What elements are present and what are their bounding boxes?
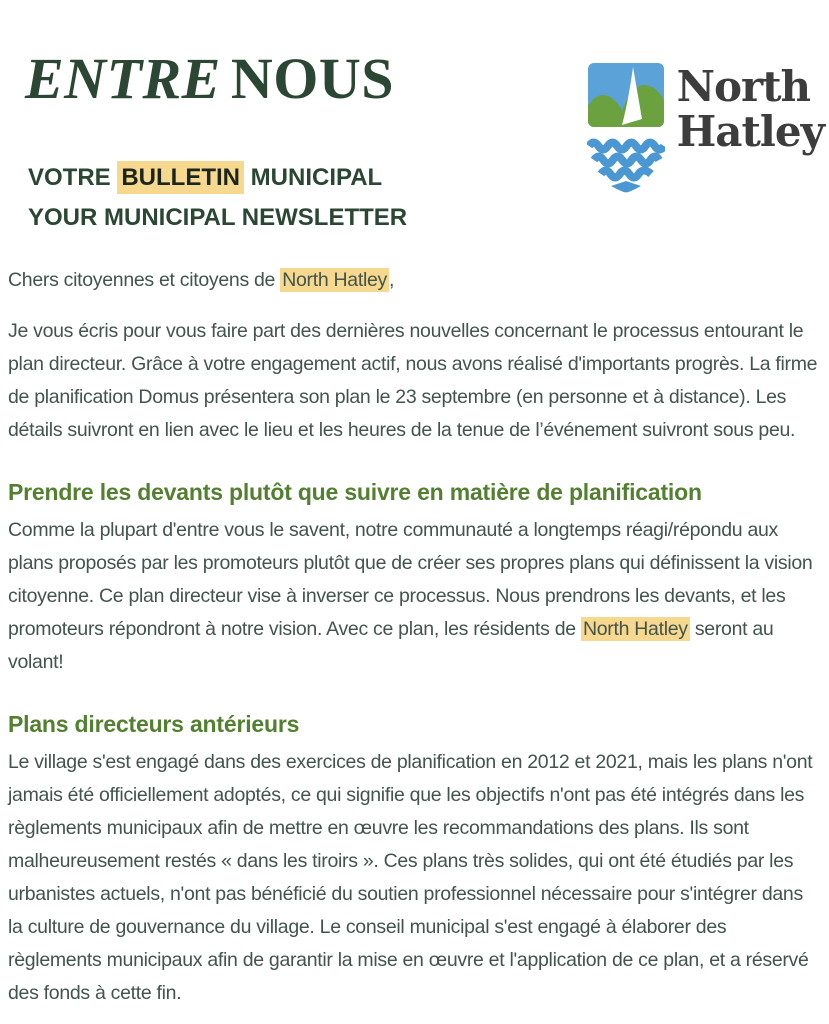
text-segment: seront au volant! bbox=[8, 618, 774, 673]
heading-previous-plans: Plans directeurs antérieurs bbox=[8, 711, 300, 737]
municipal-logo bbox=[587, 62, 824, 194]
text-segment: YOUR MUNICIPAL NEWSLETTER bbox=[28, 204, 408, 231]
text-segment: Le village s'est engagé dans des exercices de planification en 2012 et 2021, mais les plans n'ont jamais été officiellement adoptés, ce qui signifie que les objectifs n'ont pas été intégrés dans les règlements municipaux afin de mettre en œuvre les recommandations des plans. Ils sont malheureusement restés « dans les tiroirs ». Ces plans très solides, qui ont été étudiés par les urbanistes actuels, n'ont pas bénéficié du soutien professionnel nécessaire pour s'intégrer dans la culture de gouvernance du village. Le conseil municipal s'est engagé à élaborer des règlements municipaux afin de garantir la mise en œuvre et l'application de ce plan, et a réservé des fonds à cette fin. bbox=[8, 751, 813, 1004]
text-segment: , bbox=[389, 269, 395, 291]
text-segment: Je vous écris pour vous faire part des dernières nouvelles concernant le processus entourant le plan directeur. Grâce à votre engagement actif, nous avons réalisé d'importants progrès. La firme de planification Domus présentera son plan le 23 septembre (en personne et à distance). Les détails suivront en lien avec le lieu et les heures de la tenue de l’événement suivront sous peu. bbox=[8, 320, 818, 441]
text-segment: Chers citoyennes et citoyens de bbox=[8, 269, 281, 291]
greeting-paragraph bbox=[8, 264, 821, 297]
newsletter-title bbox=[25, 46, 395, 111]
text-segment: Comme la plupart d'entre vous le savent, notre communauté a longtemps réagi/⁠répondu aux plans proposés par les promoteurs plutôt que de créer ses propres plans qui définissent la vision citoyenne. Ce plan directeur vise à inverser ce processus. Nous prendrons les devants, et les promoteurs répondront à notre vision. Avec ce plan, les résidents de bbox=[8, 519, 813, 640]
paragraph-proactive-planning bbox=[8, 514, 821, 679]
newsletter-subtitle bbox=[28, 158, 407, 238]
paragraph-plan-update bbox=[8, 315, 821, 447]
text-segment: VOTRE bbox=[28, 164, 118, 191]
logo-diamond-tip bbox=[611, 181, 641, 192]
text-segment: MUNICIPAL bbox=[244, 164, 383, 191]
highlight-text: North Hatley bbox=[282, 269, 387, 291]
logo-wordmark bbox=[677, 64, 824, 154]
title-word-entre: ENTRE bbox=[25, 46, 221, 111]
highlight-text: North Hatley bbox=[582, 618, 688, 640]
logo-shield-icon bbox=[587, 62, 665, 194]
logo-wordmark-line1: North bbox=[676, 62, 811, 111]
paragraph-previous-plans bbox=[8, 746, 821, 1010]
highlight-text: BULLETIN bbox=[117, 161, 244, 194]
title-word-nous: NOUS bbox=[230, 46, 395, 111]
logo-wordmark-line2: Hatley bbox=[676, 107, 824, 156]
subtitle-line-fr bbox=[28, 158, 407, 198]
logo-wave-2 bbox=[594, 157, 659, 164]
logo-wave-1 bbox=[589, 143, 664, 150]
newsletter-body bbox=[0, 264, 829, 1010]
subtitle-line-en bbox=[28, 198, 407, 238]
newsletter-header bbox=[0, 0, 829, 264]
heading-proactive-planning: Prendre les devants plutôt que suivre en matière de planification bbox=[8, 479, 702, 505]
logo-wave-3 bbox=[601, 171, 651, 178]
